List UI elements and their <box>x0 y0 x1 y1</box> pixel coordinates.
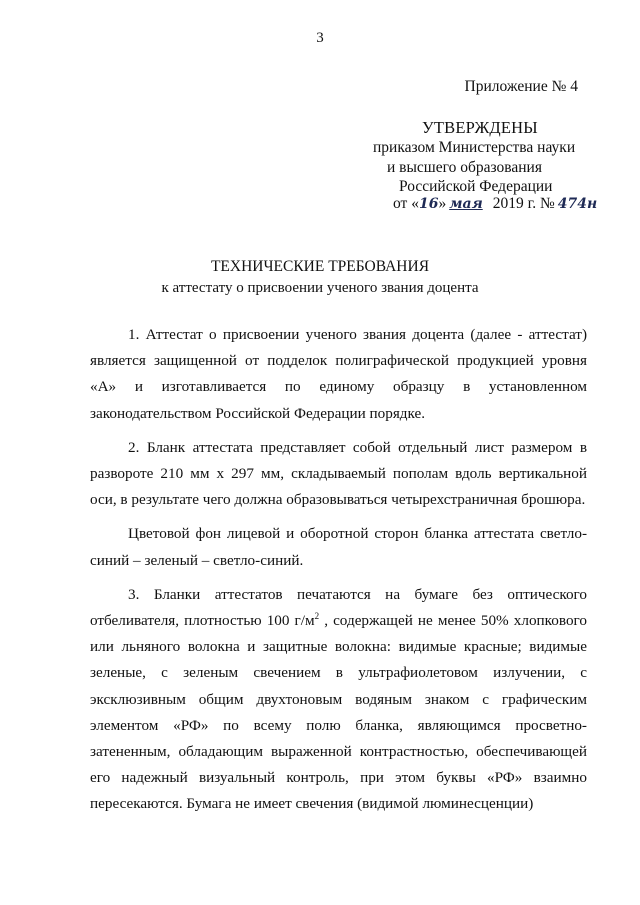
handwritten-day: 16 <box>418 196 439 212</box>
document-body <box>90 322 587 826</box>
handwritten-order-number: 474н <box>557 196 598 212</box>
approval-line-2: и высшего образования <box>387 159 542 176</box>
handwritten-month: мая <box>449 196 483 212</box>
paragraph-1: 1. Аттестат о присвоении ученого звания доцента (далее - аттестат) является защищенной от подделок полиграфической продукцией уровня «А» и изготавливается по единому образцу в установленном законодательством Российской Федерации порядке. <box>90 326 587 422</box>
approval-title: УТВЕРЖДЕНЫ <box>422 118 538 137</box>
document-title: ТЕХНИЧЕСКИЕ ТРЕБОВАНИЯ <box>210 258 430 275</box>
paragraph-3-superscript: 2 <box>314 610 320 621</box>
page-number: 3 <box>316 30 324 46</box>
paragraph-color: Цветовой фон лицевой и оборотной сторон бланка аттестата светло-синий – зеленый – светло-синий. <box>90 525 587 569</box>
approval-line-1: приказом Министерства науки <box>373 139 576 156</box>
paragraph-3 <box>90 582 587 818</box>
appendix-label: Приложение № 4 <box>464 78 578 95</box>
date-mid: » <box>438 195 447 212</box>
date-prefix: от « <box>393 195 419 212</box>
approval-line-3: Российской Федерации <box>399 178 553 195</box>
paragraph-2: 2. Бланк аттестата представляет собой отдельный лист размером в развороте 210 мм х 297 мм, складываемый пополам вдоль вертикальной оси, в результате чего должна образовываться четырехстраничная брошюра. <box>90 438 587 509</box>
document-subtitle: к аттестату о присвоении ученого звания доцента <box>161 280 479 296</box>
paragraph-3-part-1: 3. Бланки аттестатов печатаются на бумаге без оптического отбеливателя, плотностью 100 г/м <box>90 585 587 630</box>
approval-date-line <box>393 195 597 213</box>
year-and-number-label: 2019 г. № <box>492 195 555 212</box>
paragraph-3-part-2: , содержащей не менее 50% хлопкового или льняного волокна и защитные волокна: видимые красные; видимые зеленые, с зеленым свечением в ультрафиолетовом излучении, с эксклюзивным общим двухтоновым водяным знаком с графическим элементом «РФ» по всему полю бланка, являющимся просветно-затененным, обладающим выраженной контрастностью, обеспечивающей его надежный визуальный контроль, при этом буквы «РФ» взаимно пересекаются. Бумага не имеет свечения (видимой люминесценции) <box>90 612 587 813</box>
